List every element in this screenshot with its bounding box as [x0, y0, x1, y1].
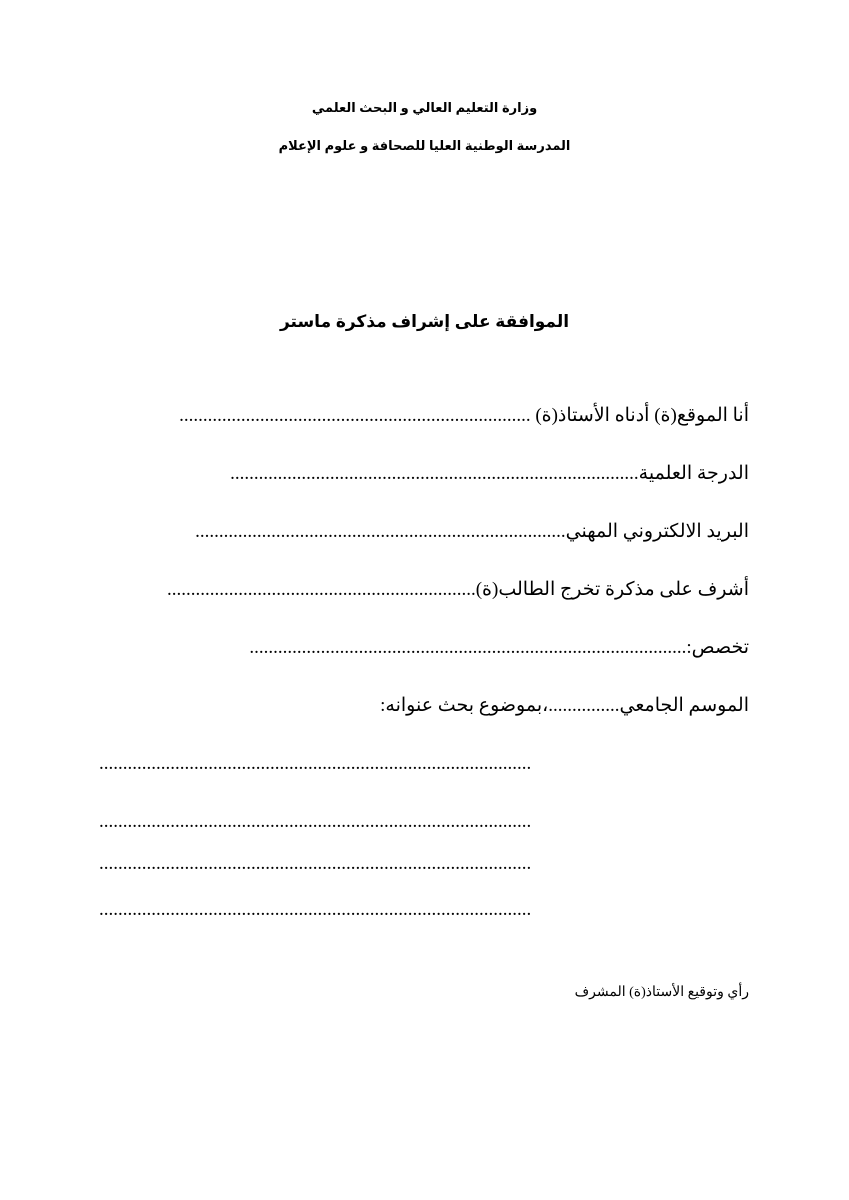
topic-line-3: ...........................................................................................	[99, 853, 532, 874]
field-professor-name	[99, 400, 749, 432]
field-academic-rank-text: الدرجة العلمية......................................................................................	[230, 463, 749, 484]
school-header: المدرسة الوطنية العليا للصحافة و علوم الإعلام	[278, 138, 571, 153]
field-specialty-text: تخصص:............................................................................................	[249, 637, 749, 658]
topic-line-2: ...........................................................................................	[99, 811, 532, 832]
topic-line-1: ...........................................................................................	[99, 753, 532, 774]
topic-line-4: ...........................................................................................	[99, 899, 532, 920]
field-professional-email-text: البريد الالكتروني المهني..............................................................................	[195, 521, 749, 542]
field-professional-email	[99, 516, 749, 548]
form-title: الموافقة على إشراف مذكرة ماستر	[279, 312, 570, 331]
field-student-name	[99, 574, 749, 606]
field-academic-year-topic-text: الموسم الجامعي...............،بموضوع بحث عنوانه:	[380, 695, 749, 716]
field-specialty	[99, 632, 749, 664]
supervisor-signature-label: رأي وتوقيع الأستاذ(ة) المشرف	[574, 985, 749, 1000]
field-professor-name-text: أنا الموقع(ة) أدناه الأستاذ(ة) ..........................................................................	[179, 405, 749, 426]
ministry-header: وزارة التعليم العالي و البحث العلمي	[311, 100, 538, 115]
field-academic-rank	[99, 458, 749, 490]
field-student-name-text: أشرف على مذكرة تخرج الطالب(ة).................................................................	[166, 579, 749, 600]
field-academic-year-topic	[99, 690, 749, 722]
